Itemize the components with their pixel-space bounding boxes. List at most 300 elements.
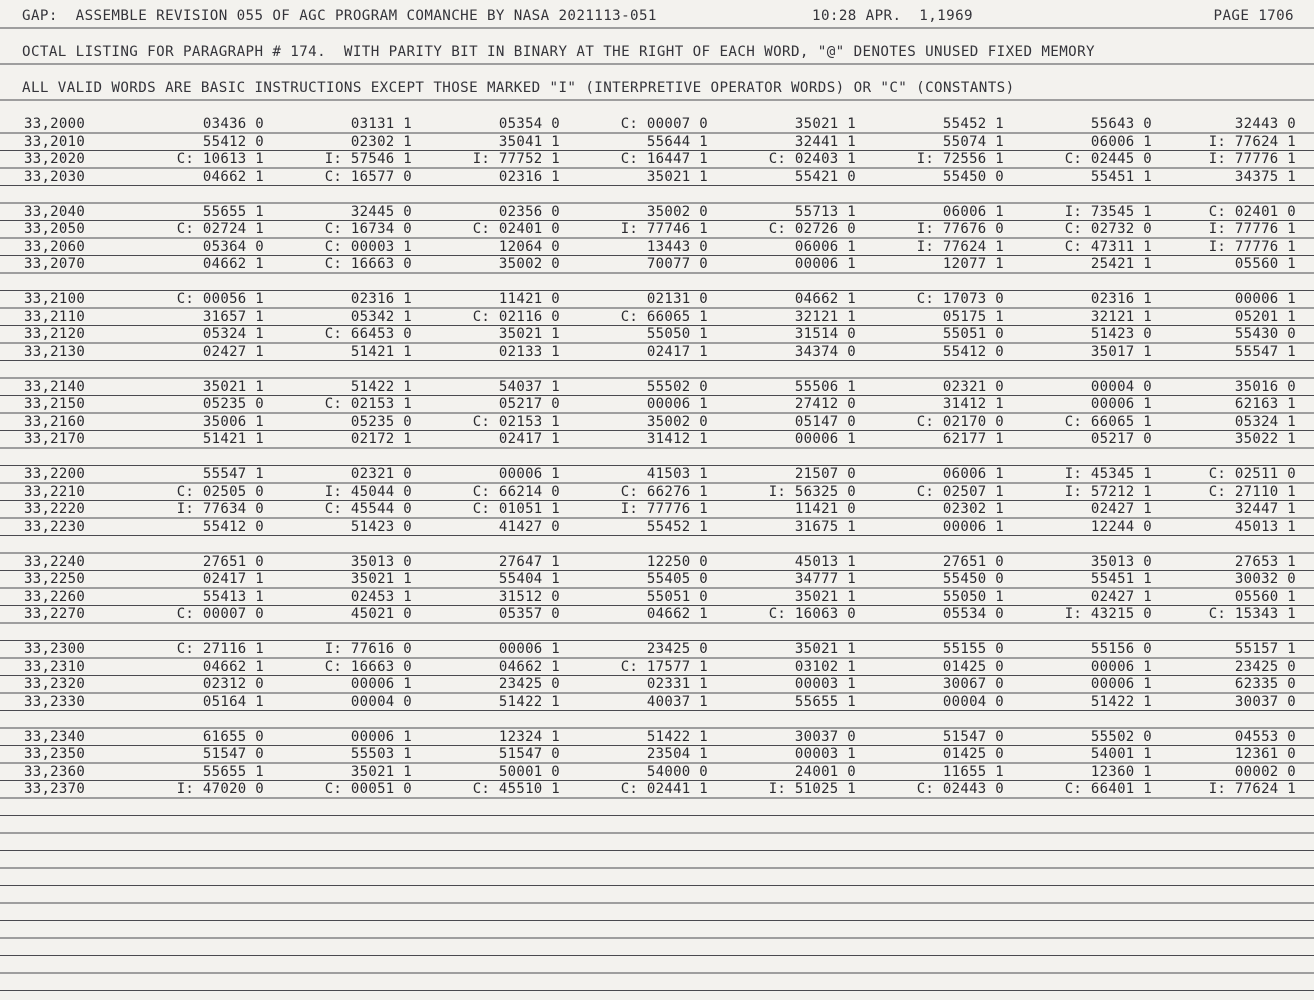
octal-word: C: 17577 1: [620, 658, 708, 675]
listing-row: [0, 659, 1314, 676]
row-address: 33,2070: [24, 256, 86, 272]
octal-word: 32441 1: [794, 133, 856, 150]
listing-row: [0, 396, 1314, 413]
octal-word: 27653 1: [1234, 553, 1296, 570]
octal-word: 05217 0: [498, 396, 560, 412]
row-address: 33,2260: [24, 588, 86, 605]
octal-word: 04553 0: [1234, 728, 1296, 745]
row-address: 33,2140: [24, 378, 86, 395]
octal-word: 25421 1: [1090, 256, 1152, 272]
octal-word: 51423 0: [1090, 326, 1152, 342]
octal-word: 55430 0: [1234, 326, 1296, 342]
octal-word: C: 00007 0: [620, 116, 708, 132]
octal-word: I: 51025 1: [768, 781, 856, 797]
octal-word: 02316 1: [350, 291, 412, 307]
octal-word: 51423 0: [350, 518, 412, 535]
octal-word: 35017 1: [1090, 343, 1152, 360]
octal-word: I: 47020 0: [176, 781, 264, 797]
octal-word: 45013 1: [1234, 518, 1296, 535]
octal-word: 51421 1: [350, 343, 412, 360]
listing-row: [0, 466, 1314, 483]
octal-word: 02316 1: [498, 168, 560, 185]
octal-word: I: 77776 1: [1208, 238, 1296, 255]
octal-word: 55412 0: [942, 343, 1004, 360]
listing-row: [0, 221, 1314, 238]
listing-row: [0, 554, 1314, 571]
octal-word: 23425 0: [498, 676, 560, 692]
octal-word: 31514 0: [794, 326, 856, 342]
listing-row: [0, 414, 1314, 431]
octal-word: 12064 0: [498, 238, 560, 255]
row-address: 33,2340: [24, 728, 86, 745]
listing-row: [0, 729, 1314, 746]
octal-word: 34375 1: [1234, 168, 1296, 185]
listing-row: [0, 781, 1314, 798]
octal-word: C: 00056 1: [176, 291, 264, 307]
octal-word: 02172 1: [350, 431, 412, 447]
octal-word: 03131 1: [350, 116, 412, 132]
octal-word: 61655 0: [202, 728, 264, 745]
octal-word: 05357 0: [498, 606, 560, 622]
row-address: 33,2100: [24, 291, 86, 307]
octal-word: 55451 1: [1090, 571, 1152, 587]
octal-word: 35021 1: [794, 641, 856, 657]
octal-word: 03436 0: [202, 116, 264, 132]
octal-word: 55655 1: [202, 203, 264, 220]
octal-word: 00006 1: [1234, 291, 1296, 307]
octal-word: 11655 1: [942, 763, 1004, 780]
octal-word: 35021 1: [794, 116, 856, 132]
octal-word: 55502 0: [646, 378, 708, 395]
listing-row: [0, 151, 1314, 168]
octal-word: 02427 1: [1090, 501, 1152, 517]
octal-word: 11421 0: [498, 291, 560, 307]
octal-word: 05560 1: [1234, 256, 1296, 272]
octal-word: C: 02170 0: [916, 413, 1004, 430]
listing-row: [0, 256, 1314, 273]
listing-row: [0, 676, 1314, 693]
octal-word: 21507 0: [794, 466, 856, 482]
octal-word: 04662 1: [646, 606, 708, 622]
row-address: 33,2020: [24, 151, 86, 167]
octal-word: C: 02511 0: [1208, 466, 1296, 482]
octal-word: 05175 1: [942, 308, 1004, 325]
listing-row: [0, 694, 1314, 711]
listing-row: [0, 326, 1314, 343]
octal-word: 31412 1: [646, 431, 708, 447]
octal-word: C: 02116 0: [472, 308, 560, 325]
octal-word: 05235 0: [202, 396, 264, 412]
row-address: 33,2360: [24, 763, 86, 780]
octal-word: 12077 1: [942, 256, 1004, 272]
row-address: 33,2110: [24, 308, 86, 325]
octal-word: 12360 1: [1090, 763, 1152, 780]
octal-word: C: 02401 0: [472, 221, 560, 237]
octal-word: 51422 1: [1090, 693, 1152, 710]
octal-word: 32445 0: [350, 203, 412, 220]
octal-word: 00006 1: [942, 518, 1004, 535]
octal-word: 04662 1: [794, 291, 856, 307]
row-address: 33,2170: [24, 431, 86, 447]
octal-word: I: 45345 1: [1064, 466, 1152, 482]
octal-word: 02427 1: [1090, 588, 1152, 605]
octal-word: 02331 1: [646, 676, 708, 692]
octal-word: 31412 1: [942, 396, 1004, 412]
octal-word: 27651 0: [202, 553, 264, 570]
octal-word: 27412 0: [794, 396, 856, 412]
octal-word: 54000 0: [646, 763, 708, 780]
octal-word: I: 77776 1: [620, 501, 708, 517]
row-address: 33,2250: [24, 571, 86, 587]
octal-word: 55713 1: [794, 203, 856, 220]
octal-word: 55655 1: [794, 693, 856, 710]
octal-word: C: 15343 1: [1208, 606, 1296, 622]
row-address: 33,2240: [24, 553, 86, 570]
octal-word: 51422 1: [350, 378, 412, 395]
octal-word: I: 72556 1: [916, 151, 1004, 167]
listing-row: [0, 764, 1314, 781]
octal-word: 00006 1: [794, 256, 856, 272]
octal-word: 02453 1: [350, 588, 412, 605]
octal-word: 05235 0: [350, 413, 412, 430]
octal-word: 35021 1: [498, 326, 560, 342]
row-address: 33,2060: [24, 238, 86, 255]
octal-word: I: 77634 0: [176, 501, 264, 517]
octal-word: 51547 0: [498, 746, 560, 762]
listing-row: [0, 746, 1314, 763]
octal-word: C: 02441 1: [620, 781, 708, 797]
octal-word: 55450 0: [942, 168, 1004, 185]
octal-word: 62177 1: [942, 431, 1004, 447]
octal-word: 05324 1: [202, 326, 264, 342]
row-address: 33,2150: [24, 396, 86, 412]
octal-word: 00004 0: [942, 693, 1004, 710]
octal-word: 05217 0: [1090, 431, 1152, 447]
octal-word: 30032 0: [1234, 571, 1296, 587]
listing-row: [0, 431, 1314, 448]
row-address: 33,2130: [24, 343, 86, 360]
octal-word: 55450 0: [942, 571, 1004, 587]
octal-word: 55405 0: [646, 571, 708, 587]
octal-word: 01425 0: [942, 746, 1004, 762]
listing-row: [0, 589, 1314, 606]
octal-word: 55503 1: [350, 746, 412, 762]
listing-row: [0, 134, 1314, 151]
octal-word: I: 77776 1: [1208, 151, 1296, 167]
octal-word: I: 57546 1: [324, 151, 412, 167]
octal-word: 00006 1: [1090, 396, 1152, 412]
octal-word: 35013 0: [350, 553, 412, 570]
octal-word: 55644 1: [646, 133, 708, 150]
octal-word: 05342 1: [350, 308, 412, 325]
octal-word: C: 16063 0: [768, 606, 856, 622]
octal-word: C: 16663 0: [324, 658, 412, 675]
octal-word: 05354 0: [498, 116, 560, 132]
octal-word: 55412 0: [202, 518, 264, 535]
octal-word: 62163 1: [1234, 396, 1296, 412]
octal-word: 02321 0: [942, 378, 1004, 395]
octal-word: 05534 0: [942, 606, 1004, 622]
octal-word: 55547 1: [1234, 343, 1296, 360]
octal-word: 02356 0: [498, 203, 560, 220]
octal-word: 31512 0: [498, 588, 560, 605]
octal-word: 02417 1: [202, 571, 264, 587]
octal-word: 35002 0: [646, 413, 708, 430]
octal-word: C: 02732 0: [1064, 221, 1152, 237]
octal-word: 02302 1: [350, 133, 412, 150]
octal-word: C: 17073 0: [916, 291, 1004, 307]
row-address: 33,2310: [24, 658, 86, 675]
octal-word: I: 77676 0: [916, 221, 1004, 237]
octal-word: I: 77616 0: [324, 641, 412, 657]
octal-word: C: 16734 0: [324, 221, 412, 237]
octal-word: 32443 0: [1234, 116, 1296, 132]
listing-row: [0, 204, 1314, 221]
octal-word: 55050 1: [942, 588, 1004, 605]
octal-word: 51547 0: [202, 746, 264, 762]
octal-word: 55051 0: [646, 588, 708, 605]
row-address: 33,2200: [24, 466, 86, 482]
octal-word: 70077 0: [646, 256, 708, 272]
octal-word: 35021 1: [350, 763, 412, 780]
octal-word: 35021 1: [646, 168, 708, 185]
octal-word: 23425 0: [1234, 658, 1296, 675]
octal-word: 55157 1: [1234, 641, 1296, 657]
row-address: 33,2220: [24, 501, 86, 517]
octal-word: 54001 1: [1090, 746, 1152, 762]
header-subtitle: OCTAL LISTING FOR PARAGRAPH # 174. WITH PARITY BIT IN BINARY AT THE RIGHT OF EACH WORD, "@" DENOTES UNUSED FIXED MEMORY: [22, 44, 1095, 60]
octal-word: 51422 1: [498, 693, 560, 710]
octal-word: 35041 1: [498, 133, 560, 150]
listing-row: [0, 239, 1314, 256]
octal-word: 62335 0: [1234, 676, 1296, 692]
octal-word: C: 66065 1: [620, 308, 708, 325]
listing-row: [0, 309, 1314, 326]
octal-word: C: 66065 1: [1064, 413, 1152, 430]
octal-word: I: 77752 1: [472, 151, 560, 167]
listing-row: [0, 571, 1314, 588]
octal-word: 23504 1: [646, 746, 708, 762]
octal-word: 00006 1: [350, 676, 412, 692]
octal-word: 41427 0: [498, 518, 560, 535]
octal-word: 55050 1: [646, 326, 708, 342]
octal-word: 30067 0: [942, 676, 1004, 692]
octal-word: C: 16447 1: [620, 151, 708, 167]
octal-word: C: 27110 1: [1208, 483, 1296, 500]
octal-word: 06006 1: [942, 203, 1004, 220]
octal-word: 02417 1: [498, 431, 560, 447]
octal-word: 55451 1: [1090, 168, 1152, 185]
octal-word: C: 02445 0: [1064, 151, 1152, 167]
row-address: 33,2230: [24, 518, 86, 535]
octal-word: I: 56325 0: [768, 483, 856, 500]
octal-word: 30037 0: [1234, 693, 1296, 710]
octal-word: 02316 1: [1090, 291, 1152, 307]
row-address: 33,2040: [24, 203, 86, 220]
octal-word: 02131 0: [646, 291, 708, 307]
octal-word: 11421 0: [794, 501, 856, 517]
octal-word: 00006 1: [646, 396, 708, 412]
octal-word: 06006 1: [942, 466, 1004, 482]
octal-word: C: 02443 0: [916, 781, 1004, 797]
octal-word: 35002 0: [498, 256, 560, 272]
octal-word: 02302 1: [942, 501, 1004, 517]
row-address: 33,2000: [24, 116, 86, 132]
octal-word: 54037 1: [498, 378, 560, 395]
octal-word: 35021 1: [202, 378, 264, 395]
octal-word: 00006 1: [350, 728, 412, 745]
octal-word: 51421 1: [202, 431, 264, 447]
row-address: 33,2330: [24, 693, 86, 710]
listing-row: [0, 116, 1314, 133]
octal-word: C: 00007 0: [176, 606, 264, 622]
row-address: 33,2010: [24, 133, 86, 150]
header-page-number: PAGE 1706: [1213, 8, 1294, 24]
row-address: 33,2030: [24, 168, 86, 185]
octal-word: 35002 0: [646, 203, 708, 220]
octal-word: C: 02403 1: [768, 151, 856, 167]
listing-row: [0, 501, 1314, 518]
octal-word: 30037 0: [794, 728, 856, 745]
octal-word: I: 77776 1: [1208, 221, 1296, 237]
octal-word: 35021 1: [794, 588, 856, 605]
octal-word: C: 45544 0: [324, 501, 412, 517]
octal-word: 02417 1: [646, 343, 708, 360]
octal-word: 45021 0: [350, 606, 412, 622]
octal-word: 50001 0: [498, 763, 560, 780]
octal-word: 06006 1: [1090, 133, 1152, 150]
octal-word: 27651 0: [942, 553, 1004, 570]
row-address: 33,2300: [24, 641, 86, 657]
octal-word: 04662 1: [498, 658, 560, 675]
octal-word: 31657 1: [202, 308, 264, 325]
octal-word: 55502 0: [1090, 728, 1152, 745]
octal-word: 34777 1: [794, 571, 856, 587]
row-address: 33,2350: [24, 746, 86, 762]
octal-word: 35006 1: [202, 413, 264, 430]
octal-word: 35022 1: [1234, 431, 1296, 447]
octal-word: 04662 1: [202, 256, 264, 272]
octal-word: 35013 0: [1090, 553, 1152, 570]
octal-word: 02427 1: [202, 343, 264, 360]
row-address: 33,2370: [24, 781, 86, 797]
row-address: 33,2050: [24, 221, 86, 237]
octal-word: I: 77624 1: [1208, 781, 1296, 797]
octal-word: 00006 1: [1090, 658, 1152, 675]
octal-word: 12361 0: [1234, 746, 1296, 762]
octal-word: 00003 1: [794, 746, 856, 762]
octal-word: 05560 1: [1234, 588, 1296, 605]
octal-word: I: 77624 1: [916, 238, 1004, 255]
octal-word: C: 47311 1: [1064, 238, 1152, 255]
octal-word: 06006 1: [794, 238, 856, 255]
octal-word: C: 16577 0: [324, 168, 412, 185]
octal-word: 45013 1: [794, 553, 856, 570]
octal-word: 32121 1: [1090, 308, 1152, 325]
octal-word: 05164 1: [202, 693, 264, 710]
octal-word: I: 43215 0: [1064, 606, 1152, 622]
octal-word: 40037 1: [646, 693, 708, 710]
octal-word: 00006 1: [794, 431, 856, 447]
octal-word: 05364 0: [202, 238, 264, 255]
octal-word: I: 45044 0: [324, 483, 412, 500]
octal-word: C: 10613 1: [176, 151, 264, 167]
octal-word: 55643 0: [1090, 116, 1152, 132]
octal-word: 04662 1: [202, 658, 264, 675]
octal-word: C: 02507 1: [916, 483, 1004, 500]
header-legend: ALL VALID WORDS ARE BASIC INSTRUCTIONS EXCEPT THOSE MARKED "I" (INTERPRETIVE OPERATOR WORDS) OR "C" (CONSTANTS): [22, 80, 1015, 96]
octal-word: 41503 1: [646, 466, 708, 482]
octal-word: I: 57212 1: [1064, 483, 1152, 500]
octal-word: 03102 1: [794, 658, 856, 675]
octal-word: 35016 0: [1234, 378, 1296, 395]
octal-word: C: 02401 0: [1208, 203, 1296, 220]
listing-row: [0, 169, 1314, 186]
header-title: GAP: ASSEMBLE REVISION 055 OF AGC PROGRAM COMANCHE BY NASA 2021113-051: [22, 8, 657, 24]
octal-word: C: 02505 0: [176, 483, 264, 500]
octal-word: 27647 1: [498, 553, 560, 570]
octal-word: 23425 0: [646, 641, 708, 657]
octal-word: 00004 0: [350, 693, 412, 710]
octal-word: C: 16663 0: [324, 256, 412, 272]
octal-word: 01425 0: [942, 658, 1004, 675]
listing-row: [0, 379, 1314, 396]
octal-word: 12244 0: [1090, 518, 1152, 535]
octal-word: 05324 1: [1234, 413, 1296, 430]
octal-word: 00002 0: [1234, 763, 1296, 780]
octal-word: 51547 0: [942, 728, 1004, 745]
octal-word: 55404 1: [498, 571, 560, 587]
octal-word: C: 02153 1: [472, 413, 560, 430]
octal-word: 55156 0: [1090, 641, 1152, 657]
octal-word: C: 45510 1: [472, 781, 560, 797]
octal-word: I: 77624 1: [1208, 133, 1296, 150]
octal-word: 55051 0: [942, 326, 1004, 342]
octal-word: 32447 1: [1234, 501, 1296, 517]
octal-word: 55413 1: [202, 588, 264, 605]
octal-word: C: 01051 1: [472, 501, 560, 517]
row-address: 33,2160: [24, 413, 86, 430]
octal-word: 55155 0: [942, 641, 1004, 657]
octal-word: 55547 1: [202, 466, 264, 482]
octal-word: C: 27116 1: [176, 641, 264, 657]
listing-row: [0, 291, 1314, 308]
octal-word: I: 73545 1: [1064, 203, 1152, 220]
octal-word: 00006 1: [498, 641, 560, 657]
row-address: 33,2320: [24, 676, 86, 692]
octal-word: 55074 1: [942, 133, 1004, 150]
octal-word: 02312 0: [202, 676, 264, 692]
octal-word: 02321 0: [350, 466, 412, 482]
listing-row: [0, 484, 1314, 501]
octal-word: 55452 1: [942, 116, 1004, 132]
listing-row: [0, 606, 1314, 623]
octal-word: C: 02726 0: [768, 221, 856, 237]
octal-word: C: 02724 1: [176, 221, 264, 237]
octal-word: C: 66214 0: [472, 483, 560, 500]
octal-word: 00003 1: [794, 676, 856, 692]
octal-word: 12250 0: [646, 553, 708, 570]
octal-word: 55655 1: [202, 763, 264, 780]
octal-word: C: 00003 1: [324, 238, 412, 255]
octal-word: 34374 0: [794, 343, 856, 360]
octal-word: 31675 1: [794, 518, 856, 535]
row-address: 33,2120: [24, 326, 86, 342]
octal-word: C: 02153 1: [324, 396, 412, 412]
row-address: 33,2270: [24, 606, 86, 622]
octal-word: C: 66453 0: [324, 326, 412, 342]
octal-word: 55452 1: [646, 518, 708, 535]
